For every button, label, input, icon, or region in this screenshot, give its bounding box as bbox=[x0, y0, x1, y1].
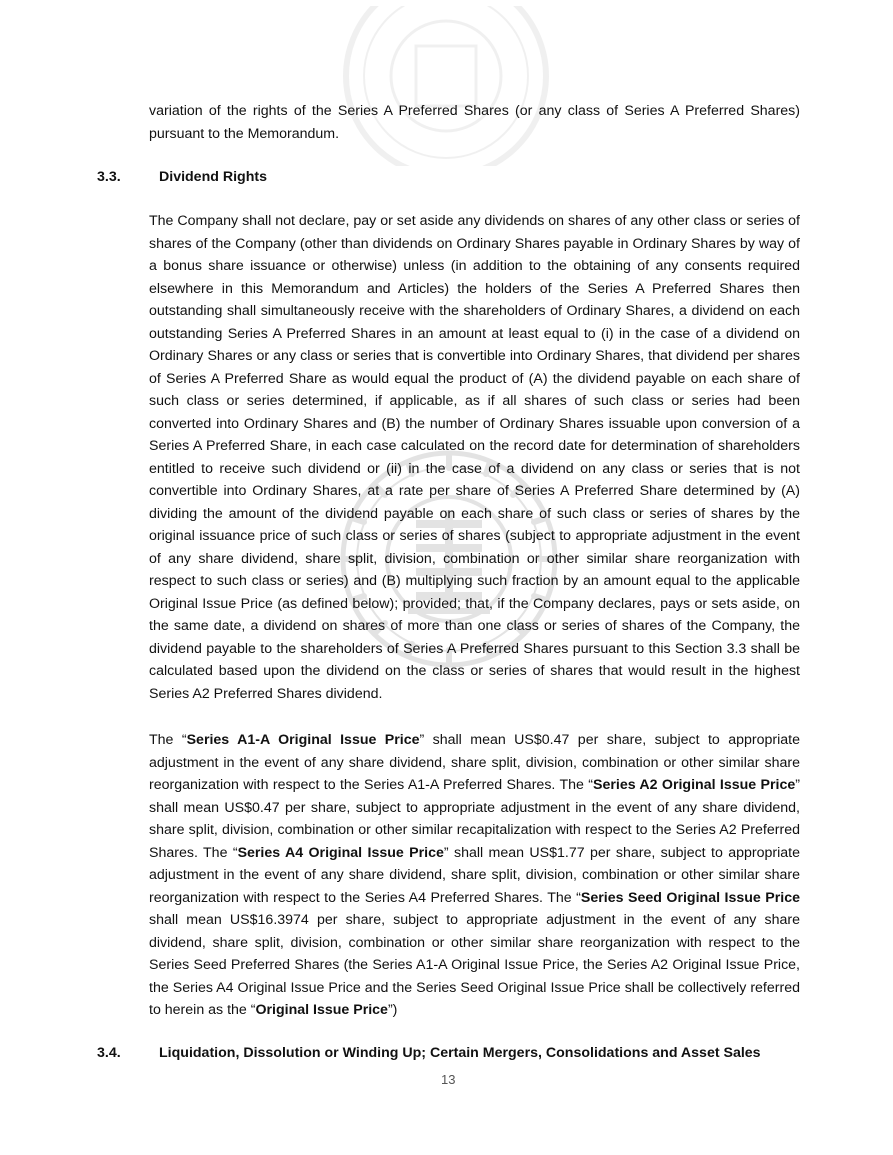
term-series-a2-original-issue-price: Series A2 Original Issue Price bbox=[593, 777, 796, 793]
price-text-5: shall mean US$16.3974 per share, subject to appropriate adjustment in the event of any share dividend, share split, division, combination or other similar share reorganization with respect to the Series Seed Preferred Shares (the Series A1-A Original Issue Price, the Series A2 Original Issue Price, the Series A4 Original Issue Price and the Series Seed Original Issue Price shall be collectively referred to herein as the “ bbox=[149, 912, 800, 1018]
section-3-4-title: Liquidation, Dissolution or Winding Up; Certain Mergers, Consolidations and Asset Sales bbox=[159, 1045, 761, 1061]
term-original-issue-price: Original Issue Price bbox=[255, 1002, 388, 1018]
intro-paragraph: variation of the rights of the Series A Preferred Shares (or any class of Series A Preferred Shares) pursuant to the Memorandum. bbox=[149, 103, 800, 142]
price-text-3: ” shall mean US$0.47 per share, subject to appropriate adjustment in the event of any share dividend, share split, division, combination or other similar recapitalization with respect to the Series A2 Preferred Shares. The “ bbox=[149, 777, 800, 861]
section-3-3-title: Dividend Rights bbox=[159, 169, 267, 185]
price-text-6: ”) bbox=[387, 1002, 398, 1018]
price-text-2: ” shall mean US$0.47 per share, subject to appropriate adjustment in the event of any share dividend, share split, division, combination or other similar share reorganization with respect to the Series A1-A Preferred Shares. The “ bbox=[149, 732, 800, 793]
page-number: 13 bbox=[441, 1072, 456, 1087]
term-series-a4-original-issue-price: Series A4 Original Issue Price bbox=[237, 844, 444, 861]
original-issue-price-paragraph bbox=[149, 729, 800, 1022]
term-series-seed-original-issue-price: Series Seed Original Issue Price bbox=[580, 889, 801, 906]
term-series-a1a-original-issue-price: Series A1-A Original Issue Price bbox=[186, 732, 420, 748]
dividend-rights-paragraph: The Company shall not declare, pay or set aside any dividends on shares of any other class or series of shares of the Company (other than dividends on Ordinary Shares payable in Ordinary Shares by way of a bonus share issuance or otherwise) unless (in addition to the obtaining of any consents required elsewhere in this Memorandum and Articles) the holders of the Series A Preferred Shares then outstanding shall simultaneously receive with the shareholders of Ordinary Shares, a dividend on each outstanding Series A Preferred Shares in an amount at least equal to (i) in the case of a dividend on Ordinary Shares or any class or series that is convertible into Ordinary Shares, that dividend per shares of Series A Preferred Share as would equal the product of (A) the dividend payable on each share of such class or series determined, if applicable, as if all shares of such class or series had been converted into Ordinary Shares and (B) the number of Ordinary Shares issuable upon conversion of a Series A Preferred Share, in each case calculated on the record date for determination of shareholders entitled to receive such dividend or (ii) in the case of a dividend on any class or series that is not convertible into Ordinary Shares, at a rate per share of Series A Preferred Share determined by (A) dividing the amount of the dividend payable on each share of such class or series of shares by the original issuance price of such class or series of shares (subject to appropriate adjustment in the event of any share dividend, share split, division, combination or other similar share reorganization with respect to such class or series) and (B) multiplying such fraction by an amount equal to the applicable Original Issue Price (as defined below); provided; that, if the Company declares, pays or sets aside, on the same date, a dividend on shares of more than one class or series of shares of the Company, the dividend payable to the shareholders of Series A Preferred Shares pursuant to this Section 3.3 shall be calculated based upon the dividend on the class or series of shares that would result in the highest Series A2 Preferred Shares dividend. bbox=[149, 213, 800, 702]
price-text-1: The “ bbox=[149, 732, 187, 748]
section-3-4-number: 3.4. bbox=[97, 1045, 121, 1061]
price-text-4: ” shall mean US$1.77 per share, subject to appropriate adjustment in the event of any share dividend, share split, division, combination or other similar share reorganization with respect to the Series A4 Preferred Shares. The “ bbox=[149, 844, 800, 906]
section-3-3-number: 3.3. bbox=[97, 169, 121, 185]
